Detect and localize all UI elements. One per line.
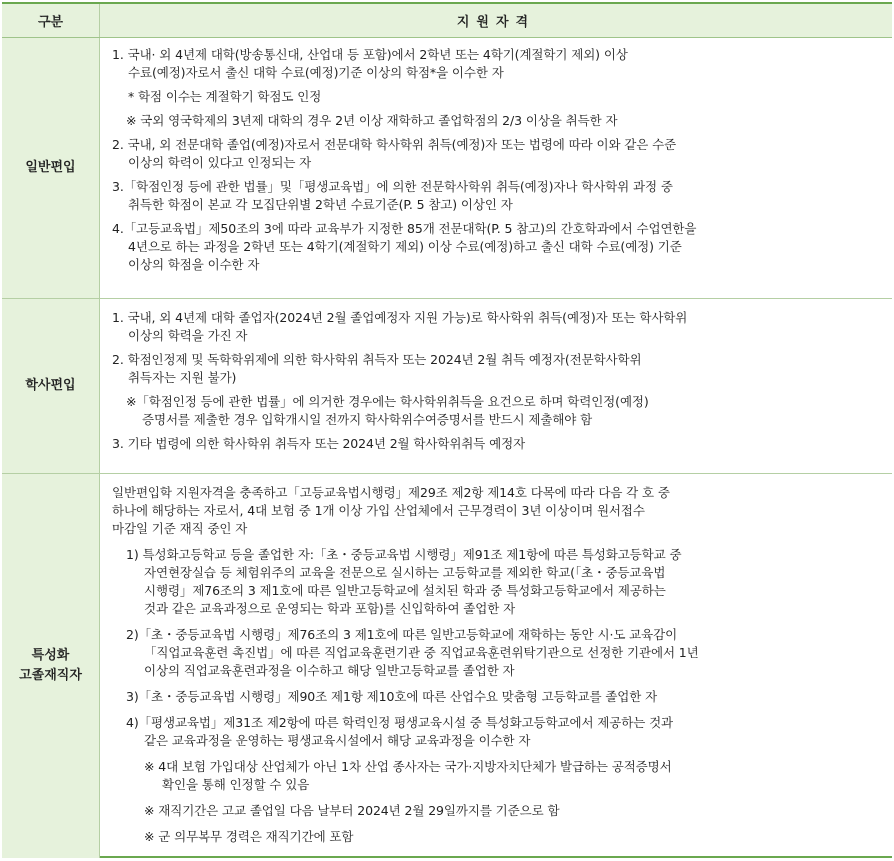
text-line: 이상의 학점을 이수한 자	[128, 257, 260, 272]
text-line: 자연현장실습 등 체험위주의 교육을 전문으로 실시하는 고등학교를 제외한 학교(「초・중등교육법	[144, 565, 666, 580]
row-general-transfer	[2, 38, 892, 299]
qualification-bachelor-transfer	[100, 299, 892, 473]
header-category: 구분	[2, 4, 100, 37]
text-line: 2. 국내, 외 전문대학 졸업(예정)자로서 전문대학 학사학위 취득(예정)자 또는 법령에 따라 이와 같은 수준	[112, 137, 677, 152]
text-line: 「직업교육훈련 촉진법」에 따른 직업교육훈련기관 중 직업교육훈련위탁기관으로 선정한 기관에서 1년	[144, 645, 699, 660]
text-line: 2)「초・중등교육법 시행령」제76조의 3 제1호에 따른 일반고등학교에 재학하는 동안 시·도 교육감이	[126, 627, 678, 642]
text-line: ※ 재직기간은 고교 졸업일 다음 날부터 2024년 2월 29일까지를 기준으로 함	[144, 803, 560, 818]
text-line: 2. 학점인정제 및 독학학위제에 의한 학사학위 취득자 또는 2024년 2월 취득 예정자(전문학사학위	[112, 352, 642, 367]
text-line: 4.「고등교육법」제50조의 3에 따라 교육부가 지정한 85개 전문대학(P. 5 참고)의 간호학과에서 수업연한을	[112, 221, 697, 236]
text-line: * 학점 이수는 계절학기 학점도 인정	[128, 89, 322, 104]
qualification-specialized-highschool-worker	[100, 474, 892, 858]
text-line: 이상의 직업교육훈련과정을 이수하고 해당 일반고등학교를 졸업한 자	[144, 663, 515, 678]
text-line: 이상의 학력을 가진 자	[128, 328, 248, 343]
text-line: 4)「평생교육법」제31조 제2항에 따른 학력인정 평생교육시설 중 특성화고등학교에서 제공하는 것과	[126, 715, 674, 730]
text-line: 이상의 학력이 있다고 인정되는 자	[128, 155, 312, 170]
category-bachelor-transfer: 학사편입	[2, 299, 100, 473]
text-line: ※「학점인정 등에 관한 법률」에 의거한 경우에는 학사학위취득을 요건으로 하며 학력인정(예정)	[126, 394, 649, 409]
text-line: 하나에 해당하는 자로서, 4대 보험 중 1개 이상 가입 산업체에서 근무경력이 3년 이상이며 원서접수	[112, 503, 645, 518]
text-line: 마감일 기준 재직 중인 자	[112, 521, 248, 536]
text-line: 3)「초・중등교육법 시행령」제90조 제1항 제10호에 따른 산업수요 맞춤형 고등학교를 졸업한 자	[126, 689, 658, 704]
text-line: 일반편입학 지원자격을 충족하고「고등교육법시행령」제29조 제2항 제14호 다목에 따라 다음 각 호 중	[112, 485, 670, 500]
text-line: 증명서를 제출한 경우 입학개시일 전까지 학사학위수여증명서를 반드시 제출해야 함	[142, 412, 593, 427]
text-line: 1. 국내, 외 4년제 대학 졸업자(2024년 2월 졸업예정자 지원 가능)로 학사학위 취득(예정)자 또는 학사학위	[112, 310, 688, 325]
text-line: 4년으로 하는 과정을 2학년 또는 4학기(계절학기 제외) 이상 수료(예정)하고 출신 대학 수료(예정) 기준	[128, 239, 682, 254]
text-line: 시행령」제76조의 3 제1호에 따른 일반고등학교에 설치된 학과 중 특성화고등학교에서 제공하는	[144, 583, 666, 598]
text-line: 수료(예정)자로서 출신 대학 수료(예정)기준 이상의 학점*을 이수한 자	[128, 65, 504, 80]
category-general-transfer: 일반편입	[2, 38, 100, 298]
row-specialized-highschool-worker	[2, 474, 892, 858]
text-line: ※ 4대 보험 가입대상 산업체가 아닌 1차 산업 종사자는 국가·지방자치단체가 발급하는 공적증명서	[144, 759, 672, 774]
category-line: 고졸재직자	[19, 668, 82, 683]
header-qualification: 지원자격	[456, 15, 536, 30]
text-line: ※ 군 의무복무 경력은 재직기간에 포함	[144, 829, 354, 844]
category-line: 특성화	[31, 648, 70, 663]
eligibility-table	[2, 2, 892, 858]
category-specialized-highschool-worker	[2, 474, 100, 858]
table-header	[2, 4, 892, 38]
text-line: ※ 국외 영국학제의 3년제 대학의 경우 2년 이상 재학하고 졸업학점의 2/3 이상을 취득한 자	[126, 113, 618, 128]
text-line: 3. 기타 법령에 의한 학사학위 취득자 또는 2024년 2월 학사학위취득 예정자	[112, 436, 526, 451]
text-line: 같은 교육과정을 운영하는 평생교육시설에서 해당 교육과정을 이수한 자	[144, 733, 531, 748]
text-line: 것과 같은 교육과정으로 운영되는 학과 포함)를 신입학하여 졸업한 자	[144, 601, 516, 616]
qualification-general-transfer	[100, 38, 892, 298]
text-line: 1. 국내· 외 4년제 대학(방송통신대, 산업대 등 포함)에서 2학년 또는 4학기(계절학기 제외) 이상	[112, 47, 628, 62]
text-line: 취득한 학점이 본교 각 모집단위별 2학년 수료기준(P. 5 참고) 이상인 자	[128, 197, 513, 212]
text-line: 1) 특성화고등학교 등을 졸업한 자:「초・중등교육법 시행령」제91조 제1항에 따른 특성화고등학교 중	[126, 547, 682, 562]
row-bachelor-transfer	[2, 299, 892, 474]
text-line: 취득자는 지원 불가)	[128, 370, 237, 385]
text-line: 3.「학점인정 등에 관한 법률」및「평생교육법」에 의한 전문학사학위 취득(예정)자나 학사학위 과정 중	[112, 179, 673, 194]
text-line: 확인을 통해 인정할 수 있음	[162, 777, 310, 792]
